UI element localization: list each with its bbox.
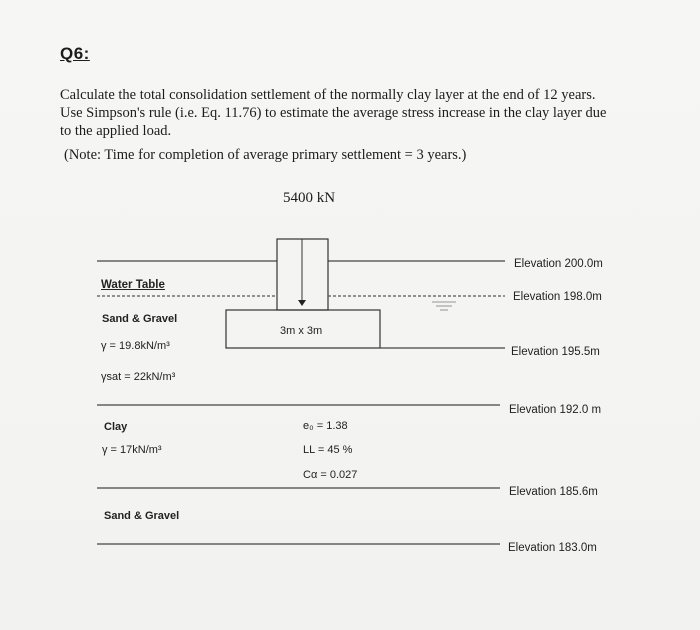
elevation-clay-bottom: Elevation 185.6m [509, 486, 598, 498]
elevation-bottom: Elevation 183.0m [508, 542, 597, 554]
load-arrowhead [298, 300, 306, 306]
elevation-footing-base: Elevation 195.5m [511, 346, 600, 358]
question-number: Q6: [60, 44, 90, 63]
load-label: 5400 kN [283, 190, 336, 206]
footing-size-label: 3m x 3m [280, 325, 323, 337]
bottom-layer-name: Sand & Gravel [104, 510, 180, 522]
sand-layer-name: Sand & Gravel [102, 313, 178, 325]
sand-layer-gamma-sat: γsat = 22kN/m³ [101, 371, 176, 383]
elevation-water-table: Elevation 198.0m [513, 291, 602, 303]
question-note: (Note: Time for completion of average primary settlement = 3 years.) [64, 147, 467, 163]
clay-layer-name: Clay [104, 421, 128, 433]
clay-ll: LL = 45 % [303, 444, 353, 456]
water-table-label: Water Table [101, 279, 165, 291]
clay-layer-gamma: γ = 17kN/m³ [102, 444, 162, 456]
sand-layer-gamma: γ = 19.8kN/m³ [101, 340, 170, 352]
clay-e0: e₀ = 1.38 [303, 420, 348, 432]
question-text: Calculate the total consolidation settlement of the normally clay layer at the end of 12 years. Use Simpson's rule (i.e. Eq. 11.76) to estimate the average stress increase in the clay layer due to the applied load. [60, 87, 607, 139]
elevation-clay-top: Elevation 192.0 m [509, 404, 602, 416]
elevation-ground: Elevation 200.0m [514, 258, 603, 270]
clay-ca: Cα = 0.027 [303, 469, 358, 481]
